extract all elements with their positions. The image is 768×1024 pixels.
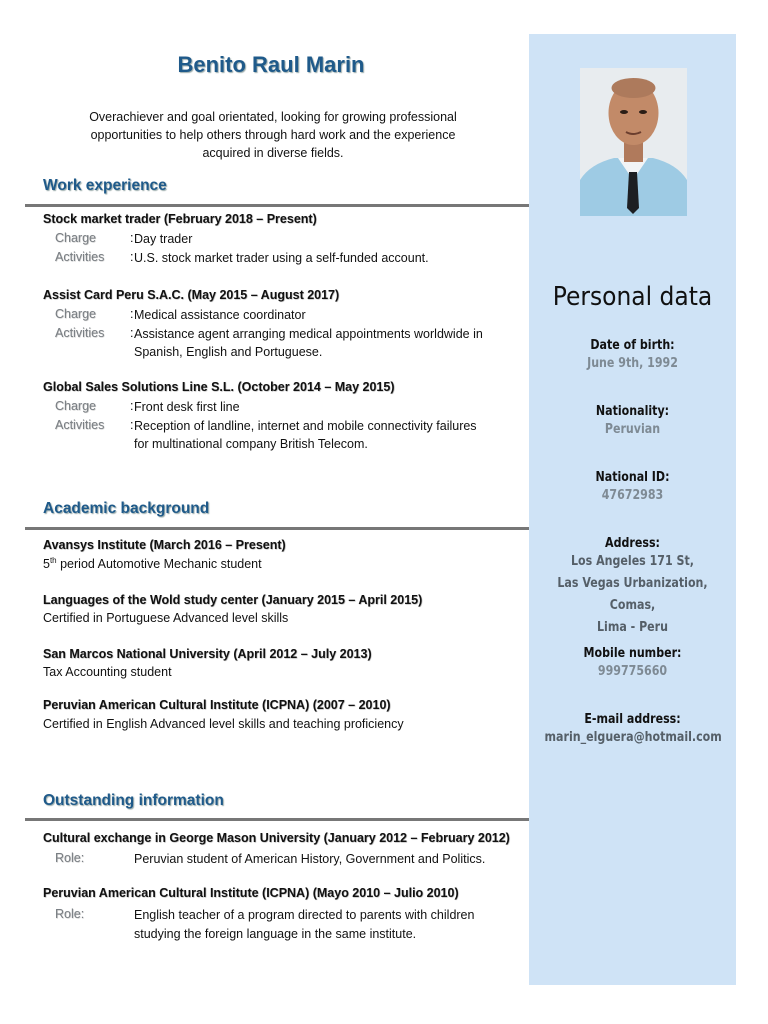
ordinal-number: 5 [43, 557, 50, 572]
work-entry-title: Global Sales Solutions Line S.L. (October 2014 – May 2015) [43, 380, 395, 394]
email-label: E-mail address: [584, 712, 681, 727]
separator: : [130, 418, 134, 432]
charge-label: Charge [55, 307, 96, 321]
nationality-block [529, 404, 736, 441]
separator: : [130, 307, 134, 321]
work-experience-heading: Work experience [43, 177, 167, 194]
activities-label: Activities [55, 326, 105, 340]
charge-value: Medical assistance coordinator [134, 308, 306, 322]
profile-photo [580, 68, 687, 216]
desc-text: period Automotive Mechanic student [56, 557, 262, 572]
summary-line: acquired in diverse fields. [202, 146, 344, 160]
role-value: Peruvian student of American History, Government and Politics. [134, 852, 486, 866]
activities-value: for multinational company British Telecom. [134, 437, 368, 451]
outstanding-information-heading: Outstanding information [43, 792, 224, 809]
work-entry-title: Stock market trader (February 2018 – Present) [43, 212, 317, 226]
activities-value: Spanish, English and Portuguese. [134, 345, 323, 359]
ordinal-suffix: th [49, 556, 57, 565]
role-value: studying the foreign language in the same institute. [134, 927, 417, 941]
section-divider [25, 527, 529, 530]
role-value: English teacher of a program directed to parents with children [134, 908, 475, 922]
candidate-name: Benito Raul Marin [177, 52, 365, 77]
dob-value: June 9th, 1992 [587, 356, 678, 371]
nationality-label: Nationality: [595, 404, 670, 419]
academic-entry-title: Languages of the Wold study center (January 2015 – April 2015) [43, 593, 423, 607]
national-id-block [529, 470, 736, 507]
charge-value: Day trader [134, 232, 193, 246]
mobile-label: Mobile number: [583, 646, 682, 661]
separator: : [130, 399, 134, 413]
activities-label: Activities [55, 418, 105, 432]
email-value[interactable]: marin_elguera@hotmail.com [544, 730, 722, 745]
nationality-value: Peruvian [604, 422, 661, 437]
summary [70, 108, 476, 162]
outstanding-entry-title: Peruvian American Cultural Institute (ICPNA) (Mayo 2010 – Julio 2010) [43, 886, 459, 900]
summary-line: Overachiever and goal orientated, looking for growing professional [89, 110, 457, 124]
charge-label: Charge [55, 231, 96, 245]
email-block [529, 712, 736, 749]
outstanding-entry-title: Cultural exchange in George Mason University (January 2012 – February 2012) [43, 831, 510, 845]
academic-background-heading: Academic background [43, 500, 210, 517]
activities-value: U.S. stock market trader using a self-funded account. [134, 251, 429, 265]
role-label: Role: [55, 851, 85, 865]
address-block [529, 536, 736, 639]
academic-entry-desc: Certified in Portuguese Advanced level skills [43, 611, 289, 625]
dob-label: Date of birth: [590, 338, 675, 353]
separator: : [130, 231, 134, 245]
academic-entry-desc: Certified in English Advanced level skills and teaching proficiency [43, 717, 404, 731]
academic-entry-title: San Marcos National University (April 2012 – July 2013) [43, 647, 372, 661]
separator: : [130, 326, 134, 340]
mobile-value: 999775660 [597, 664, 668, 679]
personal-data-title: Personal data [552, 282, 713, 312]
activities-value: Reception of landline, internet and mobile connectivity failures [134, 419, 477, 433]
activities-label: Activities [55, 250, 105, 264]
charge-label: Charge [55, 399, 96, 413]
dob-block [529, 338, 736, 375]
address-label: Address: [605, 536, 660, 551]
national-id-label: National ID: [595, 470, 670, 485]
academic-entry-desc [43, 556, 262, 571]
academic-entry-title: Avansys Institute (March 2016 – Present) [43, 538, 286, 552]
address-line: Los Angeles 171 St, [571, 554, 694, 569]
charge-value: Front desk first line [134, 400, 240, 414]
separator: : [130, 250, 134, 264]
address-line: Lima - Peru [596, 620, 669, 635]
mobile-block [529, 646, 736, 683]
address-line: Las Vegas Urbanization, Comas, [557, 576, 708, 613]
section-divider [25, 818, 529, 821]
national-id-value: 47672983 [601, 488, 664, 503]
work-entry-title: Assist Card Peru S.A.C. (May 2015 – August 2017) [43, 288, 340, 302]
academic-entry-desc: Tax Accounting student [43, 665, 172, 679]
role-label: Role: [55, 907, 85, 921]
activities-value: Assistance agent arranging medical appointments worldwide in [134, 327, 483, 341]
academic-entry-title: Peruvian American Cultural Institute (ICPNA) (2007 – 2010) [43, 698, 391, 712]
section-divider [25, 204, 529, 207]
summary-line: opportunities to help others through hard work and the experience [90, 128, 456, 142]
